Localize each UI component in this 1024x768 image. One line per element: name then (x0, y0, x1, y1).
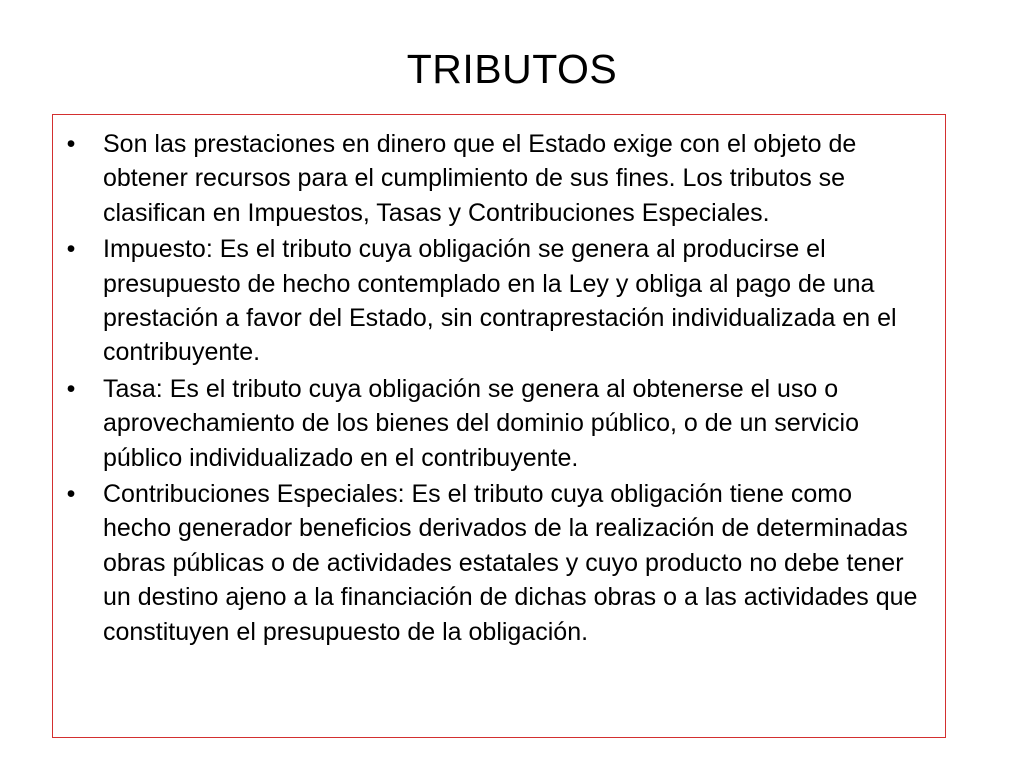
bullet-icon: • (66, 374, 76, 403)
bullet-icon: • (66, 480, 76, 509)
bullet-list (61, 127, 927, 651)
bullet-icon: • (66, 235, 76, 264)
bullet-text: Contribuciones Especiales: Es el tributo cuya obligación tiene como hecho generador beneficios derivados de la realización de determinadas obras públicas o de actividades estatales y cuyo producto no debe tener un destino ajeno a la financiación de dichas obras o a las actividades que constituyen el presupuesto de la obligación. (103, 480, 918, 646)
slide-title: TRIBUTOS (406, 46, 618, 92)
bullet-text: Impuesto: Es el tributo cuya obligación se genera al producirse el presupuesto de hecho contemplado en la Ley y obliga al pago de una prestación a favor del Estado, sin contraprestación individualizada en el contribuyente. (103, 235, 897, 367)
bullet-item-impuesto (61, 232, 927, 370)
bullet-icon: • (66, 130, 76, 158)
content-box (52, 114, 946, 738)
bullet-text: Tasa: Es el tributo cuya obligación se genera al obtenerse el uso o aprovechamiento de los bienes del dominio público, o de un servicio público individualizado en el contribuyente. (103, 374, 860, 472)
bullet-item-contribuciones (61, 477, 927, 649)
bullet-item-tasa (61, 372, 927, 475)
bullet-text: Son las prestaciones en dinero que el Estado exige con el objeto de obtener recursos para el cumplimiento de sus fines. Los tributos se clasifican en Impuestos, Tasas y Contribuciones Especiales. (103, 130, 857, 227)
bullet-item-definition (61, 127, 927, 230)
